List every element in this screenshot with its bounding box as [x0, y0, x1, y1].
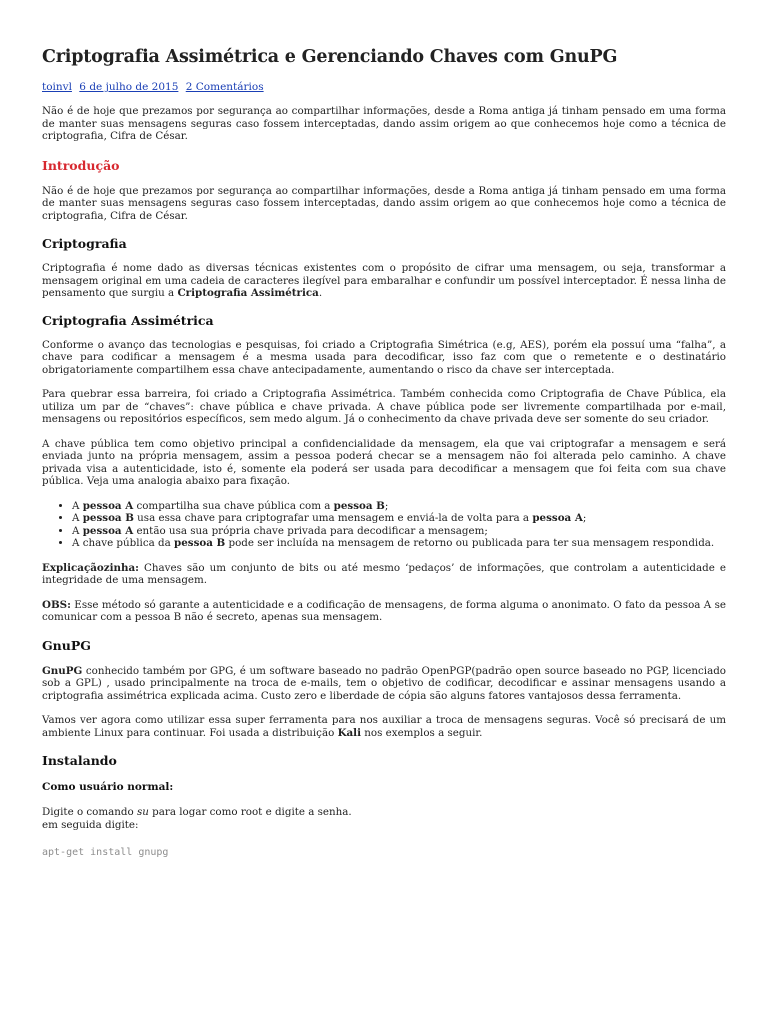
list-bold: pessoa B [333, 499, 385, 512]
explicacaozinha-paragraph [42, 562, 726, 587]
list-text: ; [384, 499, 389, 512]
subheading-usuario-normal: Como usuário normal: [42, 781, 174, 793]
heading-gnupg: GnuPG [42, 637, 91, 653]
article-title: Criptografia Assimétrica e Gerenciando Chaves com GnuPG [42, 47, 618, 67]
criptografia-end: . [318, 287, 323, 299]
heading-assimetrica: Criptografia Assimétrica [42, 312, 214, 328]
heading-instalando: Instalando [42, 753, 117, 768]
explicacaozinha-text: Chaves são um conjunto de bits ou até mesmo ‘pedaços’ de informações, que controlam a autenticidade e integridade de uma mensagem. [42, 561, 726, 586]
list-bold: pessoa A [532, 512, 583, 524]
post-meta [42, 81, 726, 94]
assimetrica-p1: Conforme o avanço das tecnologias e pesquisas, foi criado a Criptografia Simétrica (e.g, AES), porém ela possuí uma “falha”, a chave para codificar a mensagem é a mesma usada para decodificar, isso faz com que o remetente e o destinatário obrigatoriamente compartilhem essa chave antecipadamente, aumentando o risco da chave ser interceptada. [42, 338, 726, 376]
instalando-text: Digite o comando [42, 806, 137, 818]
gnupg-p1 [42, 665, 726, 703]
author-link[interactable]: toinvl [42, 81, 72, 93]
list-text: pode ser incluída na mensagem de retorno ou publicada para ter sua mensagem respondida. [225, 537, 715, 549]
heading-criptografia: Criptografia [42, 236, 127, 251]
list-bold: pessoa A [82, 524, 134, 537]
list-text: A chave pública da [72, 537, 175, 549]
criptografia-text: Criptografia é nome dado as diversas técnicas existentes com o propósito de cifrar uma mensagem, ou seja, transformar a mensagem original em uma cadeia de caracteres ilegível para embaralhar e confundir um possível interceptador. É nessa linha de pensamento que surgiu a [42, 262, 726, 299]
code-block: apt-get install gnupg [42, 847, 169, 858]
gnupg-p2-end: nos exemplos a seguir. [361, 726, 483, 739]
assimetrica-p2: Para quebrar essa barreira, foi criado a Criptografia Assimétrica. Também conhecida como Criptografia de Chave Pública, ela utiliza um par de “chaves”: chave pública e chave privada. A chave pública pode ser livremente compartilhada por e-mail, mensagens ou repositórios específicos, sem medo algum. Já o conhecimento da chave privada deve ser somente do seu criador. [42, 388, 726, 425]
list-text: A [72, 512, 83, 524]
list-text: usa essa chave para criptografar uma mensagem e enviá-la de volta para a [133, 512, 533, 524]
instalando-paragraph [42, 806, 726, 831]
gnupg-p2-text: Vamos ver agora como utilizar essa super ferramenta para nos auxiliar a troca de mensagens seguras. Você só precisará de um ambiente Linux para continuar. Foi usada a distribuição [42, 714, 726, 739]
introducao-paragraph: Não é de hoje que prezamos por segurança ao compartilhar informações, desde a Roma antiga já tinham pensado em uma forma de manter suas mensagens seguras caso fossem interceptadas, dando assim origem ao que conhecemos hoje como a técnica de criptografia, Cifra de César. [42, 184, 726, 222]
criptografia-paragraph [42, 262, 726, 300]
intro-paragraph: Não é de hoje que prezamos por segurança ao compartilhar informações, desde a Roma antiga já tinham pensado em uma forma de manter suas mensagens seguras caso fossem interceptadas, dando assim origem ao que conhecemos hoje como a técnica de criptografia, Cifra de César. [42, 105, 726, 142]
assimetrica-p3: A chave pública tem como objetivo principal a confidencialidade da mensagem, ela que vai criptografar a mensagem e será enviada junto na própria mensagem, assim a pessoa poderá checar se a mensagem não foi alterada pelo caminho. A chave privada visa a autenticidade, isto é, somente ela poderá ser usada para decodificar a mensagem que foi feita com sua chave pública. Veja uma analogia abaixo para fixação. [42, 437, 726, 487]
su-command: su [136, 806, 149, 818]
list-item [72, 512, 726, 525]
gnupg-bold: GnuPG [42, 664, 83, 677]
list-item [72, 537, 726, 550]
obs-text: Esse método só garante a autenticidade e a codificação de mensagens, de forma alguma o anonimato. O fato da pessoa A se comunicar com a pessoa B não é secreto, apenas sua mensagem. [42, 598, 726, 623]
criptografia-assimetrica-bold: Criptografia Assimétrica [177, 287, 319, 299]
date-link[interactable]: 6 de julho de 2015 [79, 81, 179, 93]
list-bold: pessoa B [82, 512, 134, 524]
list-item [72, 525, 726, 538]
instalando-text-3: em seguida digite: [42, 818, 139, 831]
heading-introducao: Introdução [42, 157, 120, 173]
list-item [72, 500, 726, 513]
comments-link[interactable]: 2 Comentários [185, 81, 264, 93]
instalando-text-2: para logar como root e digite a senha. [148, 806, 352, 818]
gnupg-text: conhecido também por GPG, é um software baseado no padrão OpenPGP(padrão open source baseado no PGP, licenciado sob a GPL) , usado principalmente na troca de e-mails, tem o objetivo de codificar, decodificar e assinar mensagens usando a criptografia assimétrica explicada acima. Custo zero e liberdade de cópia são alguns fatores vantajosos dessa ferramenta. [42, 664, 726, 702]
list-bold: pessoa A [82, 499, 134, 512]
list-text: ; [582, 512, 587, 524]
obs-paragraph [42, 599, 726, 624]
analogy-list [42, 500, 726, 550]
explicacaozinha-label: Explicaçãozinha: [42, 561, 139, 574]
list-text: compartilha sua chave pública com a [133, 499, 334, 512]
gnupg-p2 [42, 714, 726, 739]
list-text: A [72, 499, 83, 512]
list-text: A [72, 524, 83, 537]
kali-bold: Kali [337, 726, 362, 739]
list-text: então usa sua própria chave privada para decodificar a mensagem; [133, 524, 488, 537]
list-bold: pessoa B [174, 537, 226, 549]
obs-label: OBS: [42, 598, 71, 611]
